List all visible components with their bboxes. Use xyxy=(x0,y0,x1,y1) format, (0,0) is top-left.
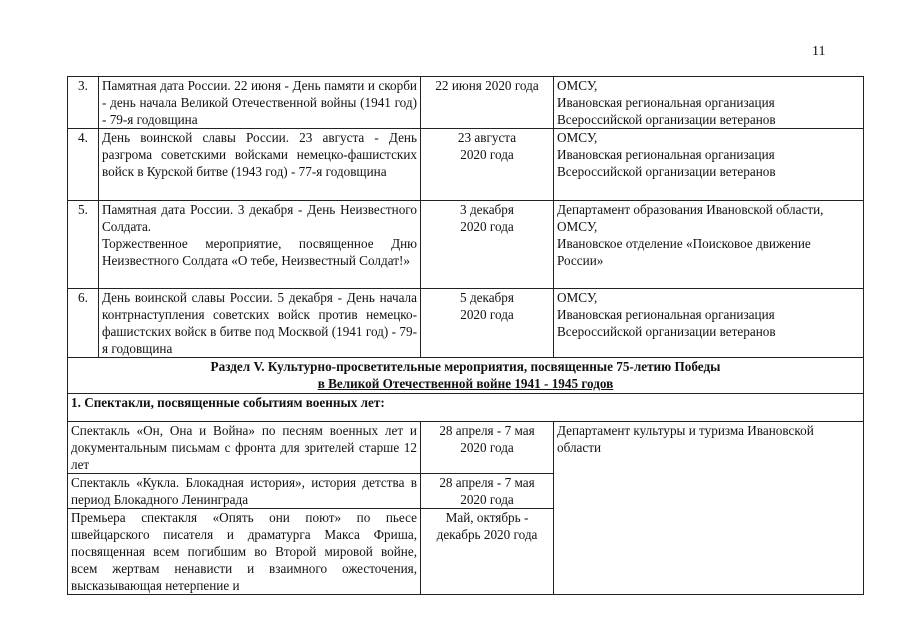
subsection-title: 1. Спектакли, посвященные событиям военных лет: xyxy=(68,394,864,422)
play-name: Спектакль «Кукла. Блокадная история», история детства в период Блокадного Ленинграда xyxy=(68,474,421,509)
date-line: 28 апреля - 7 мая xyxy=(439,423,535,438)
section-header-row xyxy=(68,358,864,394)
play-date xyxy=(421,509,554,595)
organizer-line: Департамент образования Ивановской области, xyxy=(557,202,824,217)
row-number: 4. xyxy=(68,129,99,201)
page-number: 11 xyxy=(812,44,826,59)
row-number: 5. xyxy=(68,201,99,289)
event-name-line: Памятная дата России. 3 декабря - День Неизвестного Солдата. xyxy=(102,202,417,234)
date-line: 5 декабря xyxy=(460,290,514,305)
date-line: 28 апреля - 7 мая xyxy=(439,475,535,490)
date-line: 2020 года xyxy=(460,219,514,234)
date-line: Май, октябрь - xyxy=(445,510,529,525)
organizer-line: Всероссийской организации ветеранов xyxy=(557,164,776,179)
event-name: День воинской славы России. 23 августа - День разгрома советскими войсками немецко-фашистских войск в Курской битве (1943 год) - 77-я годовщина xyxy=(99,129,421,201)
organizer-line: Ивановское отделение «Поисковое движение России» xyxy=(557,236,811,268)
section-title-line2: в Великой Отечественной войне 1941 - 1945 годов xyxy=(317,376,614,391)
table-row xyxy=(68,201,864,289)
organizer-line: Ивановская региональная организация xyxy=(557,307,775,322)
event-date xyxy=(421,201,554,289)
event-date: 22 июня 2020 года xyxy=(421,77,554,129)
date-line: 2020 года xyxy=(460,307,514,322)
table-row xyxy=(68,422,864,474)
table-row xyxy=(68,289,864,358)
event-name xyxy=(99,201,421,289)
event-organizers xyxy=(554,201,864,289)
organizer-line: ОМСУ, xyxy=(557,130,598,145)
organizer-line: Ивановская региональная организация xyxy=(557,95,775,110)
table-row xyxy=(68,77,864,129)
date-line: декабрь 2020 года xyxy=(436,527,538,542)
section-title-line1: Раздел V. Культурно-просветительные мероприятия, посвященные 75-летию Победы xyxy=(210,359,721,374)
event-name: Памятная дата России. 22 июня - День памяти и скорби - день начала Великой Отечественной войны (1941 год) - 79-я годовщина xyxy=(99,77,421,129)
play-date xyxy=(421,474,554,509)
play-organizer: Департамент культуры и туризма Ивановской области xyxy=(554,422,864,595)
row-number: 6. xyxy=(68,289,99,358)
organizer-line: Всероссийской организации ветеранов xyxy=(557,112,776,127)
organizer-line: ОМСУ, xyxy=(557,78,598,93)
organizer-line: ОМСУ, xyxy=(557,219,598,234)
event-date xyxy=(421,129,554,201)
subsection-row xyxy=(68,394,864,422)
organizer-line: Всероссийской организации ветеранов xyxy=(557,324,776,339)
play-name: Премьера спектакля «Опять они поют» по пьесе швейцарского писателя и драматурга Макса Фриша, посвященная всем погибшим во Второй мировой войне, всем жертвам ненависти и взаимного ожесточения, высказывающая нетерпение и xyxy=(68,509,421,595)
event-date xyxy=(421,289,554,358)
table-row xyxy=(68,129,864,201)
row-number: 3. xyxy=(68,77,99,129)
events-table xyxy=(67,76,864,595)
date-line: 2020 года xyxy=(460,440,514,455)
section-header xyxy=(68,358,864,394)
event-organizers xyxy=(554,77,864,129)
play-name: Спектакль «Он, Она и Война» по песням военных лет и документальным письмам с фронта для зрителей старше 12 лет xyxy=(68,422,421,474)
organizer-line: Ивановская региональная организация xyxy=(557,147,775,162)
date-line: 2020 года xyxy=(460,147,514,162)
event-name: День воинской славы России. 5 декабря - День начала контрнаступления советских войск против немецко-фашистских войск в битве под Москвой (1941 год) - 79-я годовщина xyxy=(99,289,421,358)
date-line: 23 августа xyxy=(457,130,517,145)
date-line: 3 декабря xyxy=(460,202,514,217)
organizer-line: ОМСУ, xyxy=(557,290,598,305)
event-name-line: Торжественное мероприятие, посвященное Дню Неизвестного Солдата «О тебе, Неизвестный Солдат!» xyxy=(102,236,417,268)
event-organizers xyxy=(554,289,864,358)
play-date xyxy=(421,422,554,474)
event-organizers xyxy=(554,129,864,201)
date-line: 2020 года xyxy=(460,492,514,507)
